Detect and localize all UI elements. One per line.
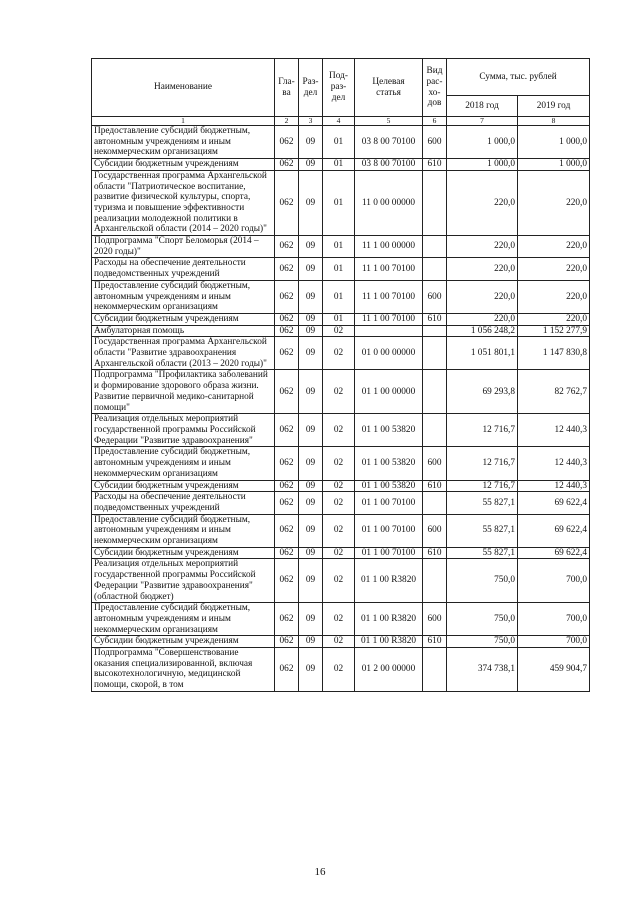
row-amount-2019: 220,0 [518, 236, 590, 258]
row-chapter: 062 [275, 258, 299, 280]
row-target: 11 1 00 70100 [355, 258, 423, 280]
column-number: 5 [355, 117, 423, 126]
row-amount-2019: 69 622,4 [518, 492, 590, 514]
row-amount-2018: 220,0 [447, 236, 518, 258]
row-amount-2018: 220,0 [447, 313, 518, 325]
header-section: Раз- дел [299, 59, 323, 117]
row-name: Предоставление субсидий бюджетным, автономным учреждениям и иным некоммерческим организациям [92, 603, 275, 636]
row-section: 09 [299, 559, 323, 603]
row-name: Субсидии бюджетным учреждениям [92, 547, 275, 559]
column-number-row [92, 117, 590, 126]
row-target: 11 0 00 00000 [355, 170, 423, 235]
row-section: 09 [299, 648, 323, 692]
table-row [92, 170, 590, 235]
row-chapter: 062 [275, 547, 299, 559]
table-row [92, 648, 590, 692]
row-section: 09 [299, 447, 323, 480]
row-type [423, 648, 447, 692]
column-number: 2 [275, 117, 299, 126]
row-amount-2018: 1 051 801,1 [447, 337, 518, 370]
row-section: 09 [299, 325, 323, 337]
table-header-row [92, 59, 590, 96]
table-row [92, 414, 590, 447]
row-subsection: 02 [323, 514, 355, 547]
row-section: 09 [299, 514, 323, 547]
row-type [423, 337, 447, 370]
table-row [92, 492, 590, 514]
row-amount-2019: 12 440,3 [518, 480, 590, 492]
row-name: Подпрограмма "Спорт Беломорья (2014 – 2020 годы)" [92, 236, 275, 258]
table-row [92, 447, 590, 480]
row-chapter: 062 [275, 337, 299, 370]
row-subsection: 01 [323, 313, 355, 325]
row-target: 01 1 00 R3820 [355, 603, 423, 636]
table-row [92, 126, 590, 159]
row-section: 09 [299, 159, 323, 171]
row-subsection: 02 [323, 447, 355, 480]
header-target: Целевая статья [355, 59, 423, 117]
row-section: 09 [299, 603, 323, 636]
table-row [92, 370, 590, 414]
row-name: Амбулаторная помощь [92, 325, 275, 337]
row-target: 11 1 00 00000 [355, 236, 423, 258]
row-chapter: 062 [275, 370, 299, 414]
row-section: 09 [299, 280, 323, 313]
row-chapter: 062 [275, 236, 299, 258]
row-amount-2018: 12 716,7 [447, 414, 518, 447]
row-type [423, 170, 447, 235]
row-name: Расходы на обеспечение деятельности подведомственных учреждений [92, 492, 275, 514]
row-target: 03 8 00 70100 [355, 126, 423, 159]
row-section: 09 [299, 492, 323, 514]
budget-table [91, 58, 590, 692]
row-chapter: 062 [275, 447, 299, 480]
row-chapter: 062 [275, 492, 299, 514]
row-subsection: 01 [323, 236, 355, 258]
header-chapter: Гла- ва [275, 59, 299, 117]
row-type: 600 [423, 603, 447, 636]
row-type: 600 [423, 126, 447, 159]
row-chapter: 062 [275, 603, 299, 636]
row-type: 610 [423, 159, 447, 171]
row-section: 09 [299, 258, 323, 280]
row-section: 09 [299, 370, 323, 414]
row-amount-2019: 82 762,7 [518, 370, 590, 414]
row-type [423, 258, 447, 280]
table-row [92, 514, 590, 547]
row-target: 01 1 00 R3820 [355, 559, 423, 603]
row-amount-2018: 12 716,7 [447, 480, 518, 492]
row-section: 09 [299, 636, 323, 648]
row-subsection: 02 [323, 480, 355, 492]
row-subsection: 02 [323, 337, 355, 370]
row-target: 01 1 00 70100 [355, 547, 423, 559]
table-row [92, 258, 590, 280]
column-number: 7 [447, 117, 518, 126]
row-chapter: 062 [275, 414, 299, 447]
row-amount-2018: 750,0 [447, 559, 518, 603]
row-type [423, 370, 447, 414]
column-number: 4 [323, 117, 355, 126]
row-amount-2019: 12 440,3 [518, 414, 590, 447]
header-year-2018: 2018 год [447, 96, 518, 117]
row-amount-2018: 69 293,8 [447, 370, 518, 414]
row-chapter: 062 [275, 514, 299, 547]
row-chapter: 062 [275, 559, 299, 603]
row-amount-2019: 1 147 830,8 [518, 337, 590, 370]
row-name: Субсидии бюджетным учреждениям [92, 480, 275, 492]
row-amount-2018: 12 716,7 [447, 447, 518, 480]
row-name: Субсидии бюджетным учреждениям [92, 159, 275, 171]
row-target: 01 1 00 00000 [355, 370, 423, 414]
row-target: 01 1 00 53820 [355, 447, 423, 480]
row-subsection: 01 [323, 126, 355, 159]
row-amount-2019: 69 622,4 [518, 547, 590, 559]
page-number: 16 [314, 866, 326, 878]
row-type [423, 236, 447, 258]
row-target: 01 1 00 R3820 [355, 636, 423, 648]
table-row [92, 547, 590, 559]
table-row [92, 236, 590, 258]
row-name: Подпрограмма "Совершенствование оказания специализированной, включая высокотехнологичную, медицинской помощи, скорой, в том [92, 648, 275, 692]
table-row [92, 325, 590, 337]
row-chapter: 062 [275, 325, 299, 337]
row-type [423, 414, 447, 447]
row-subsection: 02 [323, 648, 355, 692]
row-target: 11 1 00 70100 [355, 280, 423, 313]
table-row [92, 480, 590, 492]
row-section: 09 [299, 236, 323, 258]
row-type: 600 [423, 514, 447, 547]
column-number: 1 [92, 117, 275, 126]
row-chapter: 062 [275, 170, 299, 235]
row-subsection: 02 [323, 603, 355, 636]
row-section: 09 [299, 547, 323, 559]
row-amount-2018: 220,0 [447, 170, 518, 235]
row-chapter: 062 [275, 648, 299, 692]
row-subsection: 01 [323, 280, 355, 313]
row-amount-2019: 1 000,0 [518, 159, 590, 171]
row-target: 01 2 00 00000 [355, 648, 423, 692]
header-name: Наименование [92, 59, 275, 117]
table-row [92, 313, 590, 325]
row-amount-2018: 750,0 [447, 636, 518, 648]
row-subsection: 01 [323, 258, 355, 280]
row-name: Расходы на обеспечение деятельности подведомственных учреждений [92, 258, 275, 280]
table-row [92, 337, 590, 370]
row-type [423, 559, 447, 603]
table-row [92, 636, 590, 648]
row-type [423, 325, 447, 337]
row-type: 610 [423, 313, 447, 325]
row-amount-2018: 374 738,1 [447, 648, 518, 692]
row-target: 01 1 00 53820 [355, 414, 423, 447]
row-amount-2018: 1 000,0 [447, 126, 518, 159]
row-subsection: 02 [323, 547, 355, 559]
row-name: Предоставление субсидий бюджетным, автономным учреждениям и иным некоммерческим организациям [92, 514, 275, 547]
row-subsection: 02 [323, 414, 355, 447]
row-type: 610 [423, 636, 447, 648]
row-target: 01 1 00 53820 [355, 480, 423, 492]
row-chapter: 062 [275, 636, 299, 648]
row-name: Предоставление субсидий бюджетным, автономным учреждениям и иным некоммерческим организациям [92, 280, 275, 313]
row-subsection: 02 [323, 492, 355, 514]
row-type: 610 [423, 547, 447, 559]
header-subsection: Под- раз- дел [323, 59, 355, 117]
row-amount-2018: 1 000,0 [447, 159, 518, 171]
row-subsection: 02 [323, 325, 355, 337]
row-amount-2019: 220,0 [518, 258, 590, 280]
row-target: 01 1 00 70100 [355, 514, 423, 547]
column-number: 8 [518, 117, 590, 126]
row-amount-2019: 220,0 [518, 313, 590, 325]
column-number: 3 [299, 117, 323, 126]
table-row [92, 280, 590, 313]
row-section: 09 [299, 170, 323, 235]
row-amount-2018: 220,0 [447, 258, 518, 280]
table-body [92, 126, 590, 692]
row-chapter: 062 [275, 126, 299, 159]
header-type: Вид рас- хо- дов [423, 59, 447, 117]
row-subsection: 02 [323, 559, 355, 603]
row-amount-2018: 55 827,1 [447, 492, 518, 514]
row-amount-2019: 220,0 [518, 170, 590, 235]
row-section: 09 [299, 126, 323, 159]
row-section: 09 [299, 414, 323, 447]
row-target: 01 1 00 70100 [355, 492, 423, 514]
row-amount-2018: 220,0 [447, 280, 518, 313]
row-amount-2019: 12 440,3 [518, 447, 590, 480]
row-type [423, 492, 447, 514]
row-amount-2019: 1 152 277,9 [518, 325, 590, 337]
row-name: Предоставление субсидий бюджетным, автономным учреждениям и иным некоммерческим организациям [92, 447, 275, 480]
row-subsection: 01 [323, 170, 355, 235]
row-amount-2019: 220,0 [518, 280, 590, 313]
header-year-2019: 2019 год [518, 96, 590, 117]
row-section: 09 [299, 480, 323, 492]
row-amount-2019: 700,0 [518, 559, 590, 603]
table-row [92, 559, 590, 603]
row-amount-2018: 750,0 [447, 603, 518, 636]
table-row [92, 603, 590, 636]
row-name: Государственная программа Архангельской области "Патриотическое воспитание, развитие физической культуры, спорта, туризма и повышение эффективности реализации молодежной политики в Архангельской области (2014 – 2020 годы)" [92, 170, 275, 235]
row-name: Предоставление субсидий бюджетным, автономным учреждениям и иным некоммерческим организациям [92, 126, 275, 159]
row-name: Подпрограмма "Профилактика заболеваний и формирование здорового образа жизни. Развитие первичной медико-санитарной помощи" [92, 370, 275, 414]
header-amount: Сумма, тыс. рублей [447, 59, 590, 96]
row-name: Государственная программа Архангельской области "Развитие здравоохранения Архангельской области (2013 – 2020 годы)" [92, 337, 275, 370]
row-target [355, 325, 423, 337]
row-chapter: 062 [275, 313, 299, 325]
row-amount-2019: 700,0 [518, 636, 590, 648]
table-row [92, 159, 590, 171]
row-amount-2019: 69 622,4 [518, 514, 590, 547]
row-section: 09 [299, 313, 323, 325]
row-name: Субсидии бюджетным учреждениям [92, 636, 275, 648]
row-amount-2018: 1 056 248,2 [447, 325, 518, 337]
column-number: 6 [423, 117, 447, 126]
row-chapter: 062 [275, 480, 299, 492]
row-name: Реализация отдельных мероприятий государственной программы Российской Федерации "Развитие здравоохранения" [92, 414, 275, 447]
row-target: 11 1 00 70100 [355, 313, 423, 325]
row-name: Реализация отдельных мероприятий государственной программы Российской Федерации "Развитие здравоохранения" (областной бюджет) [92, 559, 275, 603]
row-subsection: 02 [323, 636, 355, 648]
row-subsection: 02 [323, 370, 355, 414]
row-amount-2018: 55 827,1 [447, 514, 518, 547]
row-amount-2019: 700,0 [518, 603, 590, 636]
row-type: 600 [423, 447, 447, 480]
row-name: Субсидии бюджетным учреждениям [92, 313, 275, 325]
row-chapter: 062 [275, 159, 299, 171]
row-target: 03 8 00 70100 [355, 159, 423, 171]
row-section: 09 [299, 337, 323, 370]
row-chapter: 062 [275, 280, 299, 313]
row-amount-2019: 1 000,0 [518, 126, 590, 159]
row-amount-2018: 55 827,1 [447, 547, 518, 559]
row-target: 01 0 00 00000 [355, 337, 423, 370]
row-subsection: 01 [323, 159, 355, 171]
row-amount-2019: 459 904,7 [518, 648, 590, 692]
row-type: 610 [423, 480, 447, 492]
row-type: 600 [423, 280, 447, 313]
